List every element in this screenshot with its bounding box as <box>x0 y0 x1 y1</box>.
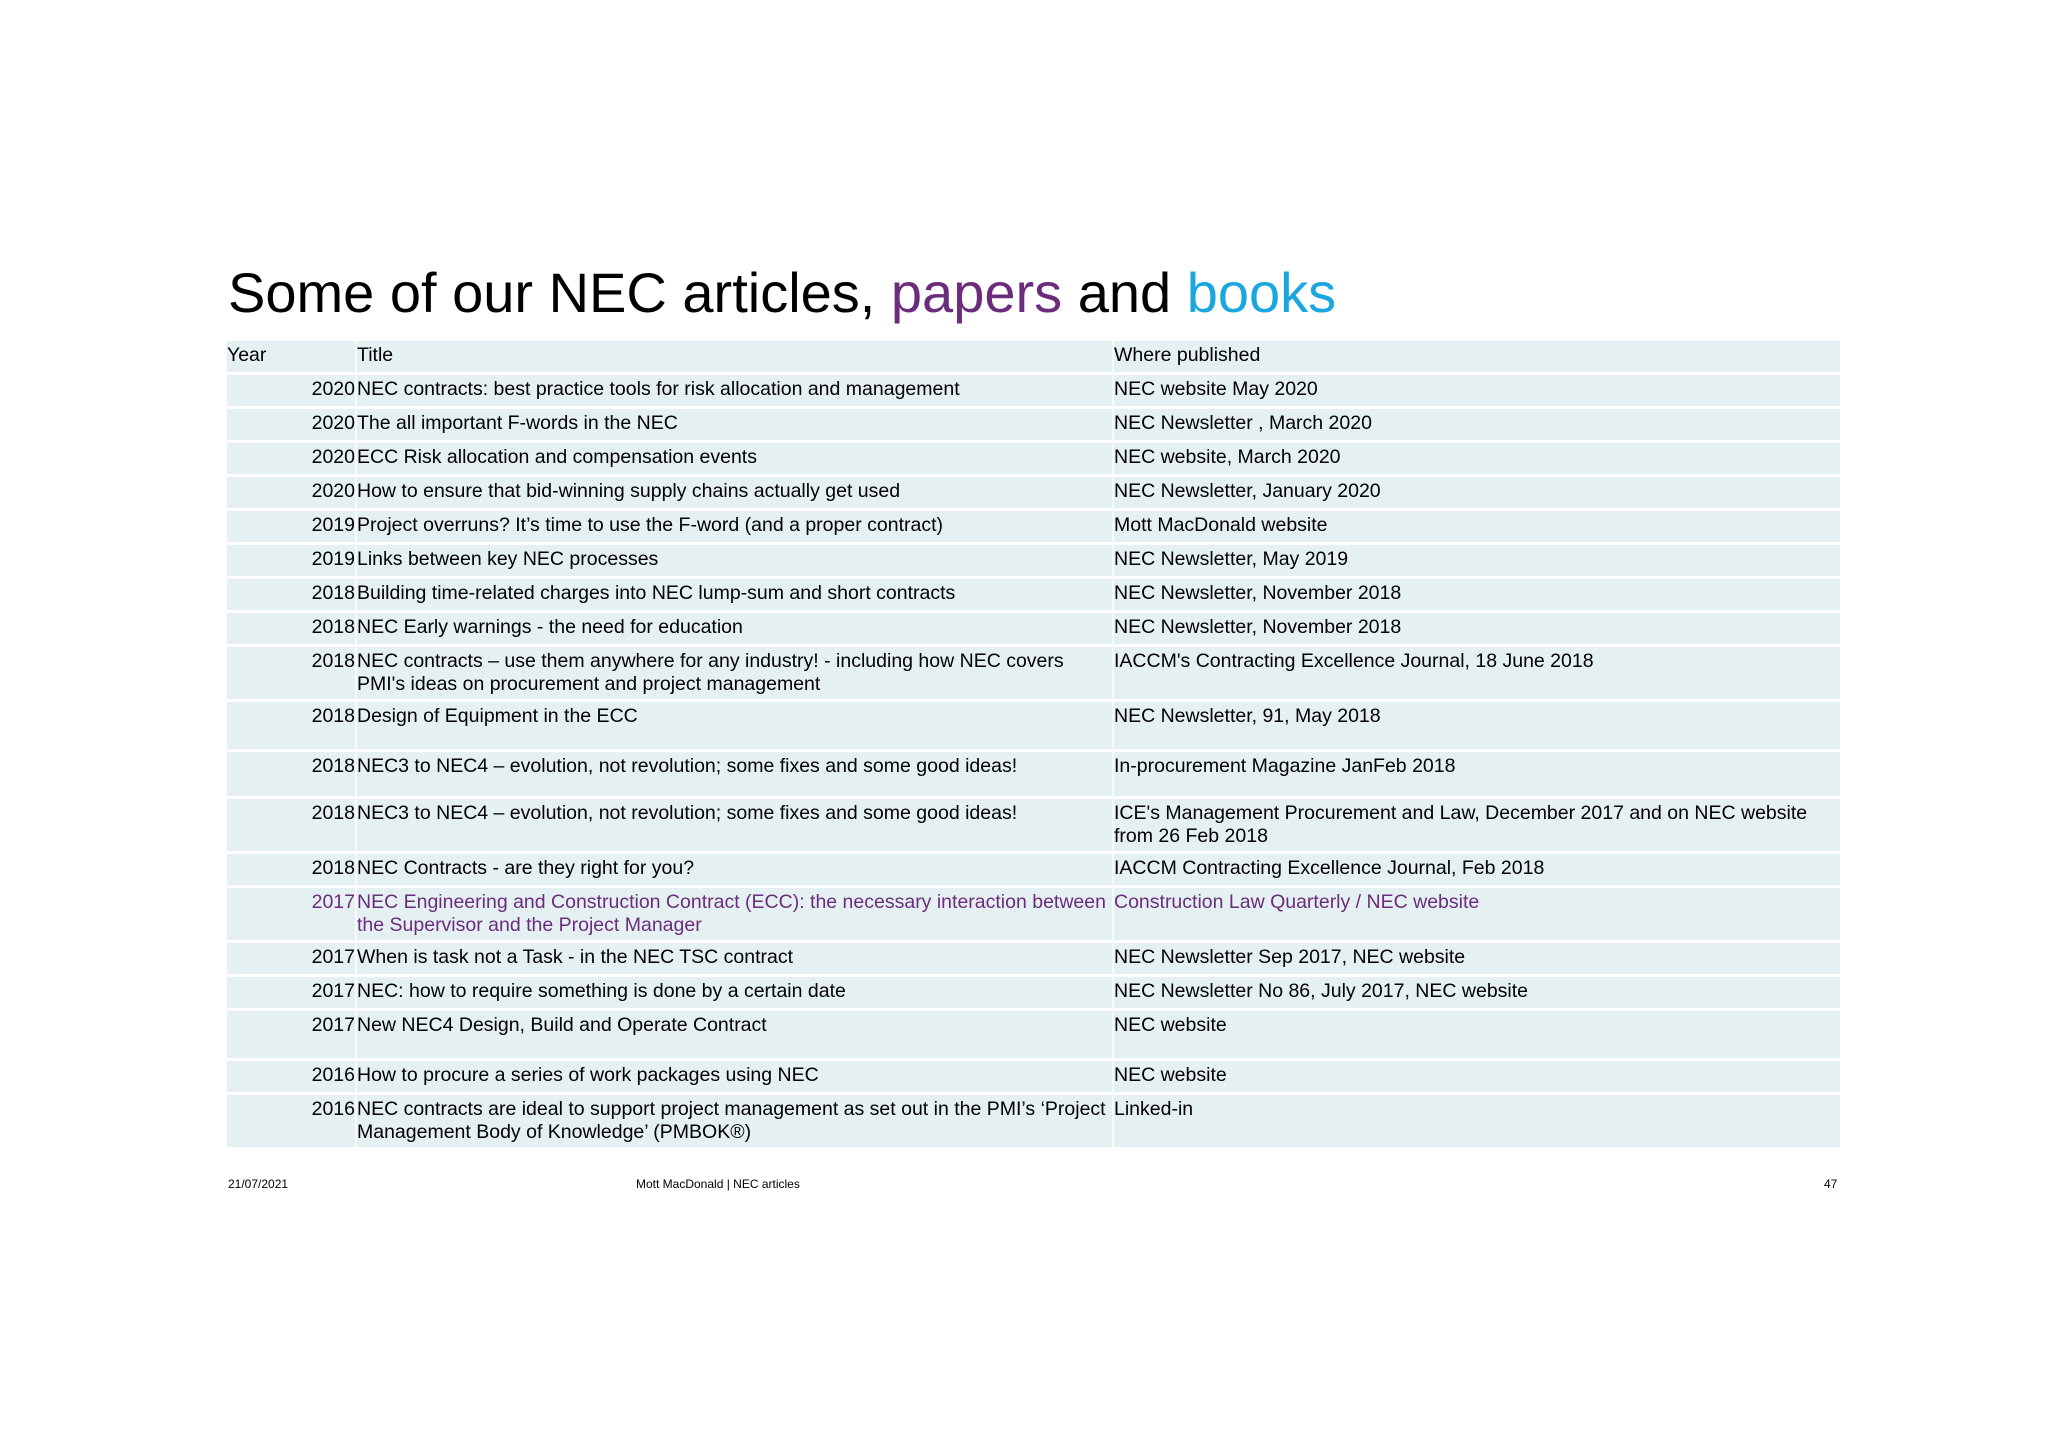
cell-year: 2019 <box>227 545 355 576</box>
cell-year: 2018 <box>227 579 355 610</box>
cell-published: NEC Newsletter, January 2020 <box>1112 477 1840 508</box>
cell-title: Links between key NEC processes <box>355 545 1112 576</box>
cell-published: NEC Newsletter, November 2018 <box>1112 579 1840 610</box>
header-published: Where published <box>1112 341 1840 372</box>
articles-table <box>227 338 1840 1150</box>
footer-source: Mott MacDonald | NEC articles <box>636 1177 800 1191</box>
cell-published: NEC Newsletter, May 2019 <box>1112 545 1840 576</box>
cell-year: 2018 <box>227 854 355 885</box>
table-row <box>227 647 1840 699</box>
cell-title: NEC Engineering and Construction Contract (ECC): the necessary interaction between the Supervisor and the Project Manager <box>355 888 1112 940</box>
cell-published: NEC Newsletter, November 2018 <box>1112 613 1840 644</box>
title-papers-word: papers <box>890 261 1063 324</box>
page-number: 47 <box>1824 1177 1838 1191</box>
table-row <box>227 752 1840 796</box>
table-row <box>227 854 1840 885</box>
cell-year: 2018 <box>227 799 355 851</box>
table-row <box>227 1095 1840 1147</box>
title-books-word: books <box>1186 261 1337 324</box>
cell-year: 2017 <box>227 943 355 974</box>
table-row <box>227 375 1840 406</box>
cell-published: NEC website <box>1112 1061 1840 1092</box>
cell-year: 2018 <box>227 702 355 749</box>
table-row <box>227 477 1840 508</box>
cell-published: Linked-in <box>1112 1095 1840 1147</box>
cell-title: New NEC4 Design, Build and Operate Contract <box>355 1011 1112 1058</box>
cell-published: Construction Law Quarterly / NEC website <box>1112 888 1840 940</box>
cell-year: 2019 <box>227 511 355 542</box>
cell-year: 2018 <box>227 647 355 699</box>
table-header-row <box>227 341 1840 372</box>
cell-title: NEC3 to NEC4 – evolution, not revolution; some fixes and some good ideas! <box>355 799 1112 851</box>
cell-title: NEC3 to NEC4 – evolution, not revolution; some fixes and some good ideas! <box>355 752 1112 796</box>
cell-published: IACCM's Contracting Excellence Journal, 18 June 2018 <box>1112 647 1840 699</box>
cell-title: The all important F-words in the NEC <box>355 409 1112 440</box>
cell-published: In-procurement Magazine JanFeb 2018 <box>1112 752 1840 796</box>
table-row <box>227 1061 1840 1092</box>
cell-title: ECC Risk allocation and compensation events <box>355 443 1112 474</box>
cell-year: 2020 <box>227 477 355 508</box>
cell-year: 2020 <box>227 409 355 440</box>
cell-published: NEC Newsletter No 86, July 2017, NEC website <box>1112 977 1840 1008</box>
cell-year: 2018 <box>227 752 355 796</box>
table-row <box>227 799 1840 851</box>
table-row <box>227 977 1840 1008</box>
cell-published: NEC website <box>1112 1011 1840 1058</box>
cell-title: NEC Contracts - are they right for you? <box>355 854 1112 885</box>
cell-title: Building time-related charges into NEC lump-sum and short contracts <box>355 579 1112 610</box>
cell-year: 2018 <box>227 613 355 644</box>
cell-year: 2017 <box>227 977 355 1008</box>
cell-published: NEC website, March 2020 <box>1112 443 1840 474</box>
cell-published: ICE's Management Procurement and Law, December 2017 and on NEC website from 26 Feb 2018 <box>1112 799 1840 851</box>
cell-title: NEC contracts: best practice tools for risk allocation and management <box>355 375 1112 406</box>
cell-year: 2020 <box>227 443 355 474</box>
cell-published: NEC Newsletter, 91, May 2018 <box>1112 702 1840 749</box>
cell-title: When is task not a Task - in the NEC TSC contract <box>355 943 1112 974</box>
cell-title: NEC Early warnings - the need for education <box>355 613 1112 644</box>
table-row <box>227 702 1840 749</box>
cell-published: NEC website May 2020 <box>1112 375 1840 406</box>
table-row <box>227 613 1840 644</box>
table-row <box>227 409 1840 440</box>
cell-title: NEC contracts – use them anywhere for any industry! - including how NEC covers PMI's ideas on procurement and project management <box>355 647 1112 699</box>
table-row <box>227 1011 1840 1058</box>
cell-year: 2017 <box>227 888 355 940</box>
slide-title <box>228 258 1336 328</box>
cell-published: IACCM Contracting Excellence Journal, Feb 2018 <box>1112 854 1840 885</box>
cell-published: Mott MacDonald website <box>1112 511 1840 542</box>
cell-title: Design of Equipment in the ECC <box>355 702 1112 749</box>
cell-title: NEC contracts are ideal to support project management as set out in the PMI’s ‘Project Management Body of Knowledge’ (PMBOK®) <box>355 1095 1112 1147</box>
title-part-1: Some of our NEC articles, <box>228 261 891 324</box>
table-row <box>227 943 1840 974</box>
table-body <box>227 375 1840 1147</box>
cell-year: 2016 <box>227 1061 355 1092</box>
cell-title: How to procure a series of work packages using NEC <box>355 1061 1112 1092</box>
cell-published: NEC Newsletter Sep 2017, NEC website <box>1112 943 1840 974</box>
table-row <box>227 511 1840 542</box>
cell-published: NEC Newsletter , March 2020 <box>1112 409 1840 440</box>
cell-year: 2020 <box>227 375 355 406</box>
cell-year: 2017 <box>227 1011 355 1058</box>
table-row <box>227 545 1840 576</box>
cell-title: Project overruns? It’s time to use the F-word (and a proper contract) <box>355 511 1112 542</box>
table-row <box>227 443 1840 474</box>
footer-date: 21/07/2021 <box>228 1177 289 1191</box>
table-row <box>227 579 1840 610</box>
cell-year: 2016 <box>227 1095 355 1147</box>
cell-title: NEC: how to require something is done by a certain date <box>355 977 1112 1008</box>
header-title: Title <box>355 341 1112 372</box>
title-part-3: and <box>1062 261 1187 324</box>
table-row <box>227 888 1840 940</box>
cell-title: How to ensure that bid-winning supply chains actually get used <box>355 477 1112 508</box>
header-year: Year <box>227 341 355 372</box>
